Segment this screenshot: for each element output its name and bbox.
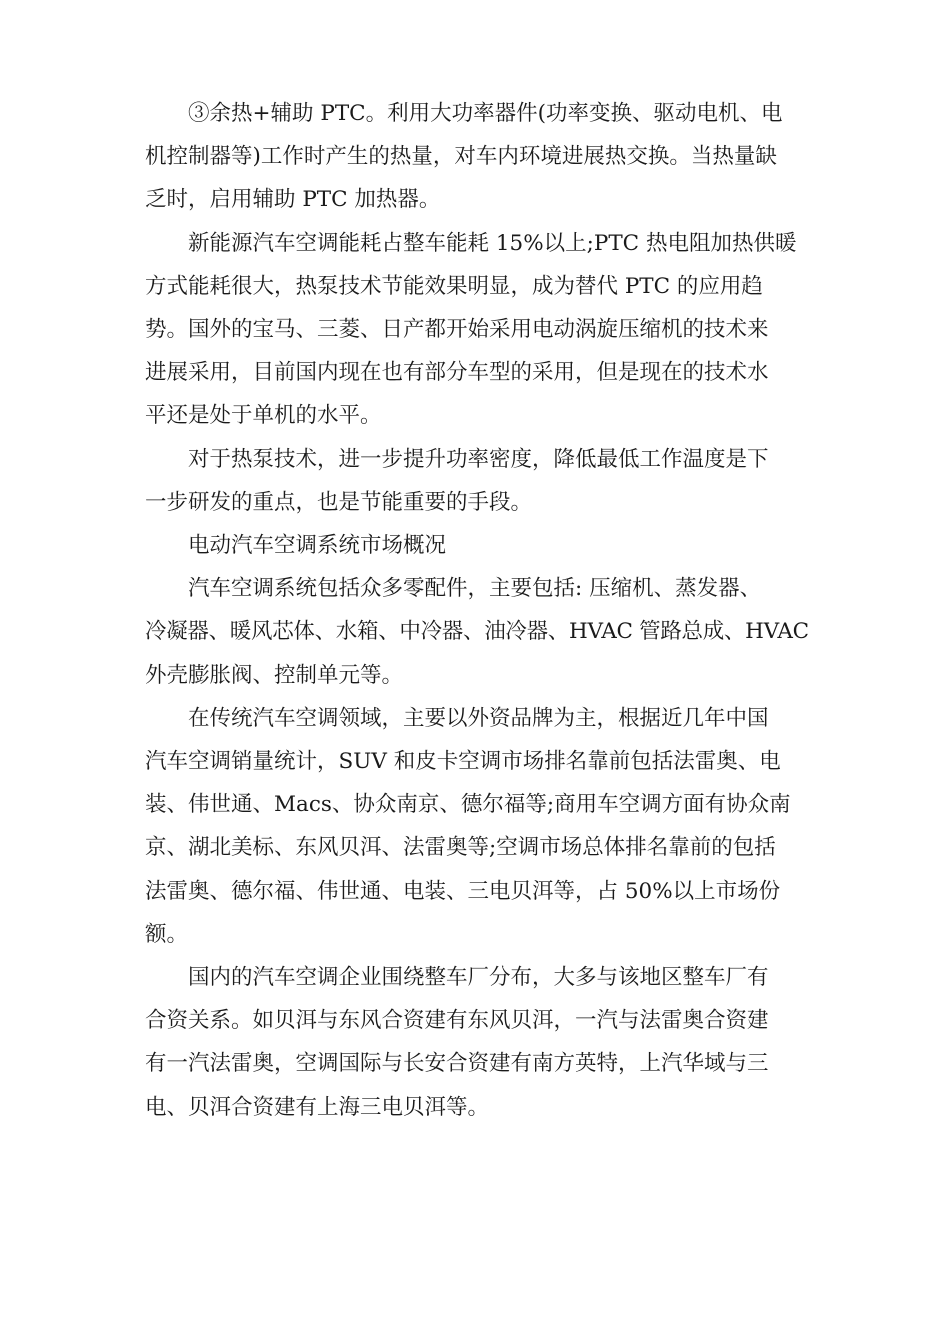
text-line: 进展采用，目前国内现在也有部分车型的采用，但是现在的技术水 — [145, 360, 769, 386]
text-line: 额。 — [145, 921, 189, 947]
text-line: 新能源汽车空调能耗占整车能耗 15%以上;PTC 热电阻加热供暖 — [188, 230, 797, 256]
text-line: 对于热泵技术，进一步提升功率密度，降低最低工作温度是下 — [188, 446, 769, 472]
paragraph-domestic-enterprises — [145, 956, 809, 1129]
paragraph-heat-pump — [145, 438, 809, 524]
section-heading-market-overview — [145, 524, 809, 567]
text-line: 方式能耗很大，热泵技术节能效果明显，成为替代 PTC 的应用趋 — [145, 273, 763, 299]
text-line: 合资关系。如贝洱与东风合资建有东风贝洱，一汽与法雷奥合资建 — [145, 1008, 769, 1034]
text-line: 机控制器等)工作时产生的热量，对车内环境进展热交换。当热量缺 — [145, 144, 777, 170]
text-line: 汽车空调系统包括众多零配件，主要包括: 压缩机、蒸发器、 — [188, 576, 762, 602]
text-line: 势。国外的宝马、三菱、日产都开始采用电动涡旋压缩机的技术来 — [145, 317, 769, 343]
text-line: 京、湖北美标、东风贝洱、法雷奥等;空调市场总体排名靠前的包括 — [145, 835, 776, 861]
section-heading: 电动汽车空调系统市场概况 — [188, 533, 447, 559]
paragraph-components — [145, 567, 809, 697]
text-line: 法雷奥、德尔福、伟世通、电装、三电贝洱等，占 50%以上市场份 — [145, 878, 781, 904]
paragraph-traditional-market — [145, 697, 809, 956]
text-line: 乏时，启用辅助 PTC 加热器。 — [145, 187, 441, 213]
text-line: 冷凝器、暖风芯体、水箱、中冷器、油冷器、HVAC 管路总成、HVAC — [145, 619, 809, 645]
text-line: 外壳膨胀阀、控制单元等。 — [145, 662, 404, 688]
text-line: 国内的汽车空调企业围绕整车厂分布，大多与该地区整车厂有 — [188, 965, 769, 991]
text-line: 有一汽法雷奥，空调国际与长安合资建有南方英特，上汽华域与三 — [145, 1051, 769, 1077]
text-line: 装、伟世通、Macs、协众南京、德尔福等;商用车空调方面有协众南 — [145, 792, 791, 818]
text-line: 电、贝洱合资建有上海三电贝洱等。 — [145, 1094, 490, 1120]
text-line: 汽车空调销量统计，SUV 和皮卡空调市场排名靠前包括法雷奥、电 — [145, 749, 781, 775]
paragraph-residual-heat — [145, 92, 809, 222]
text-line: 平还是处于单机的水平。 — [145, 403, 382, 429]
text-line: 一步研发的重点，也是节能重要的手段。 — [145, 489, 533, 515]
document-body — [145, 92, 809, 1129]
paragraph-energy-consumption — [145, 222, 809, 438]
text-line: 在传统汽车空调领域，主要以外资品牌为主，根据近几年中国 — [188, 705, 769, 731]
text-line: ③余热+辅助 PTC。利用大功率器件(功率变换、驱动电机、电 — [188, 101, 783, 126]
